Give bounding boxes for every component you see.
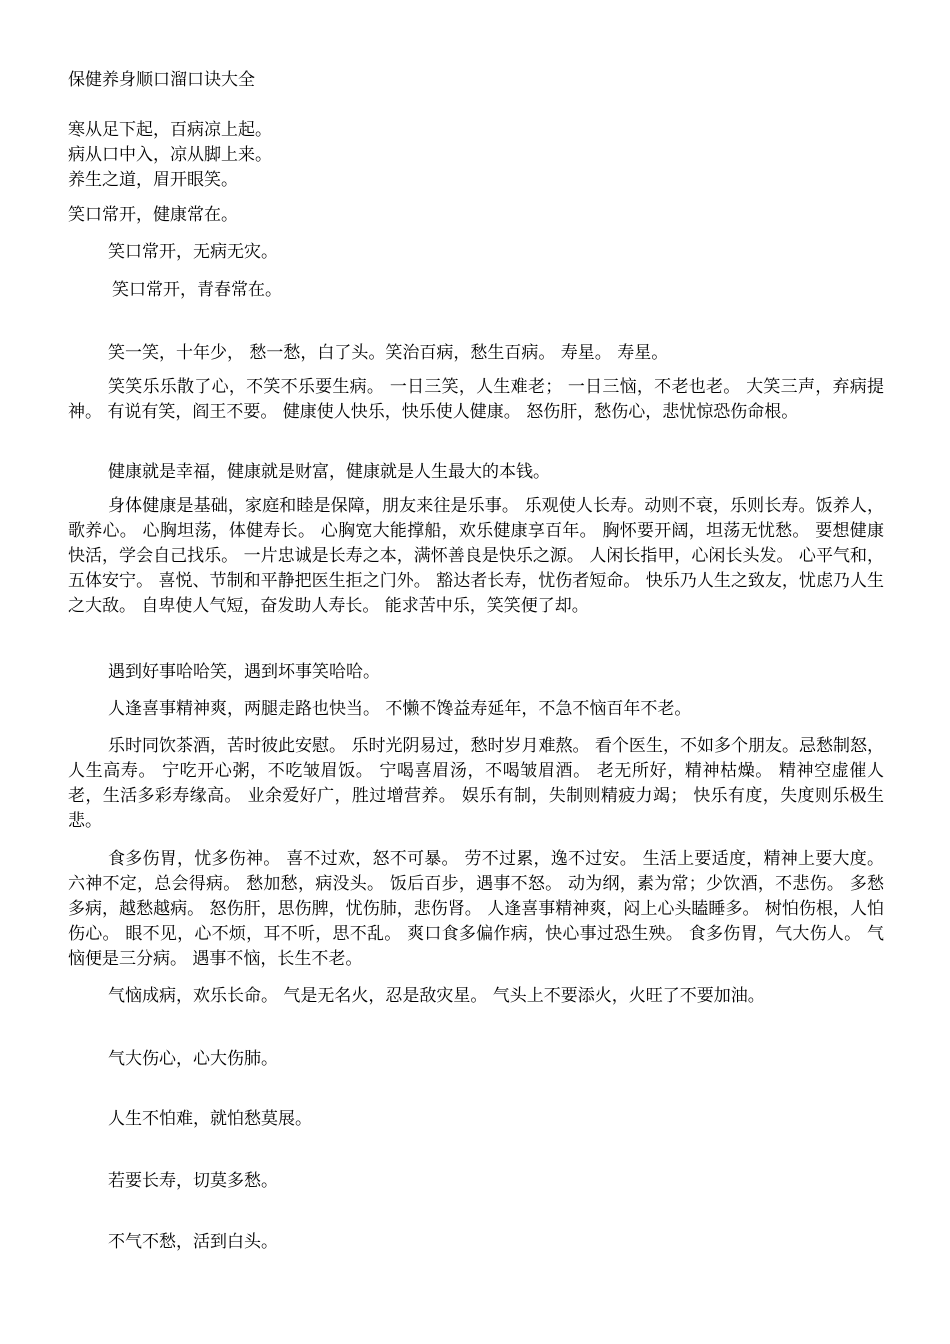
- saying-line: 笑口常开，无病无灾。: [108, 242, 278, 262]
- saying-line: 笑口常开，青春常在。: [112, 280, 282, 300]
- document-title: 保健养身顺口溜口诀大全: [68, 70, 255, 90]
- closing-line: 人生不怕难，就怕愁莫展。: [108, 1109, 312, 1129]
- paragraph: 笑一笑，十年少， 愁一愁，白了头。笑治百病，愁生百病。 寿星。 寿星。: [108, 343, 669, 363]
- intro-line: 寒从足下起，百病凉上起。: [68, 120, 272, 140]
- paragraph: 笑笑乐乐散了心，不笑不乐要生病。 一日三笑，人生难老； 一日三恼，不老也老。 大笑三声，弃病提神。 有说有笑，阎王不要。 健康使人快乐，快乐使人健康。 怒伤肝，愁伤心，悲忧惊恐伤命根。: [68, 377, 884, 422]
- paragraph: 食多伤胃，忧多伤神。 喜不过欢，怒不可暴。 劳不过累，逸不过安。 生活上要适度，精神上要大度。 六神不定，总会得病。 愁加愁，病没头。 饭后百步，遇事不怒。 动为纲，素为常；少饮酒，不悲伤。 多愁多病，越愁越病。 怒伤肝，思伤脾，忧伤肺，悲伤肾。 人逢喜事精神爽，闷上心头瞌睡多。 树怕伤根，人怕伤心。 眼不见，心不烦，耳不听，思不乱。 爽口食多偏作病，快心事过恐生殃。 食多伤胃，气大伤人。 气恼便是三分病。 遇事不恼，长生不老。: [68, 849, 884, 969]
- closing-line: 若要长寿，切莫多愁。: [108, 1171, 278, 1191]
- closing-line: 气大伤心，心大伤肺。: [108, 1049, 278, 1069]
- saying-line: 笑口常开，健康常在。: [68, 205, 238, 225]
- paragraph: 健康就是幸福，健康就是财富，健康就是人生最大的本钱。: [108, 462, 550, 482]
- paragraph: 人逢喜事精神爽，两腿走路也快当。 不懒不馋益寿延年，不急不恼百年不老。: [108, 699, 692, 719]
- closing-line: 不气不愁，活到白头。: [108, 1232, 278, 1252]
- paragraph: 乐时同饮茶酒，苦时彼此安慰。 乐时光阴易过，愁时岁月难熬。 看个医生，不如多个朋友。忌愁制怒，人生高寿。 宁吃开心粥，不吃皱眉饭。 宁喝喜眉汤，不喝皱眉酒。 老无所好，精神枯燥。 精神空虚催人老，生活多彩寿缘高。 业余爱好广，胜过增营养。 娱乐有制，失制则精疲力竭； 快乐有度，失度则乐极生悲。: [68, 736, 884, 831]
- intro-line: 养生之道，眉开眼笑。: [68, 170, 238, 190]
- paragraph: 身体健康是基础，家庭和睦是保障，朋友来往是乐事。 乐观使人长寿。动则不衰，乐则长寿。饭养人，歌养心。 心胸坦荡，体健寿长。 心胸宽大能撑船，欢乐健康享百年。 胸怀要开阔，坦荡无忧愁。 要想健康快活，学会自己找乐。 一片忠诚是长寿之本，满怀善良是快乐之源。 人闲长指甲，心闲长头发。 心平气和，五体安宁。 喜悦、节制和平静把医生拒之门外。 豁达者长寿，忧伤者短命。 快乐乃人生之致友，忧虑乃人生之大敌。 自卑使人气短，奋发助人寿长。 能求苦中乐，笑笑便了却。: [68, 496, 884, 616]
- intro-line: 病从口中入，凉从脚上来。: [68, 145, 272, 165]
- paragraph: 遇到好事哈哈笑，遇到坏事笑哈哈。: [108, 662, 380, 682]
- paragraph: 气恼成病，欢乐长命。 气是无名火，忍是敌灾星。 气头上不要添火，火旺了不要加油。: [108, 986, 765, 1006]
